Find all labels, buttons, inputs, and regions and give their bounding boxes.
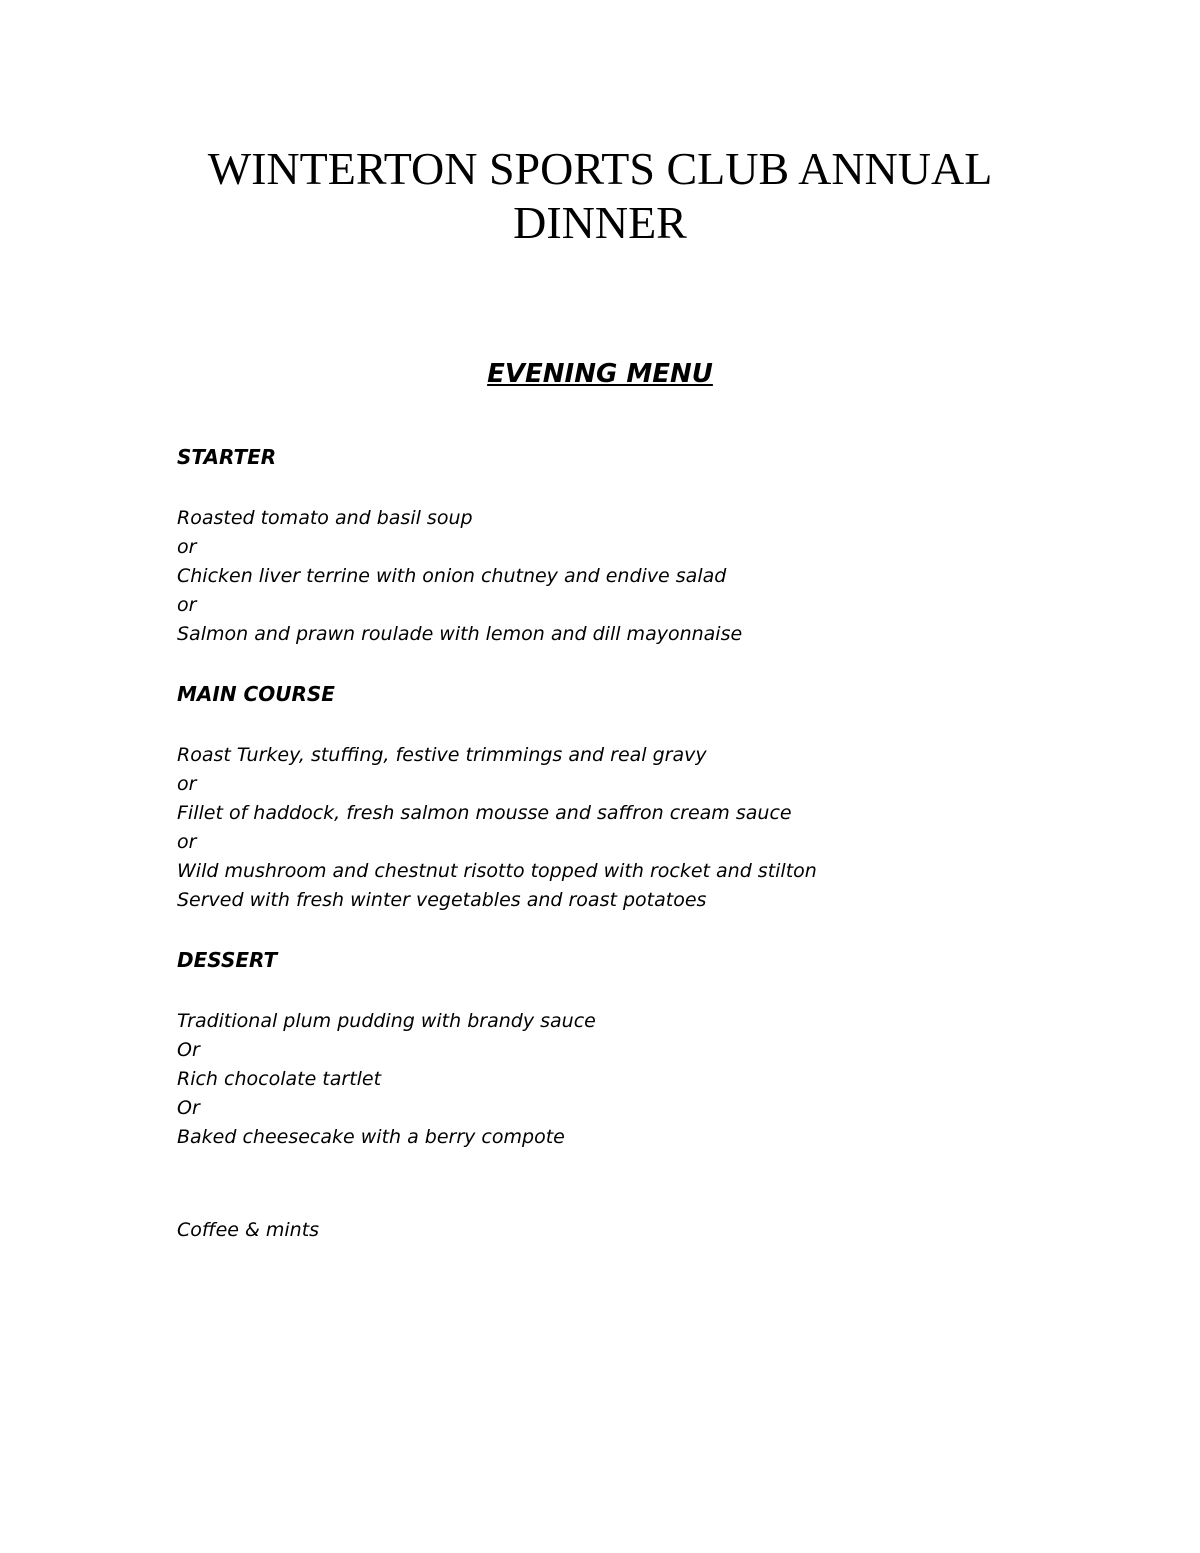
list-item: Roast Turkey, stuffing, festive trimmings and real gravy bbox=[177, 744, 707, 766]
list-item: Rich chocolate tartlet bbox=[177, 1068, 382, 1090]
dessert-list bbox=[177, 1007, 1077, 1152]
list-item: or bbox=[177, 536, 197, 558]
starter-heading: STARTER bbox=[177, 445, 277, 469]
list-item: or bbox=[177, 594, 197, 616]
list-item: Or bbox=[177, 1039, 200, 1061]
main-course-list bbox=[177, 741, 1077, 915]
list-item: Or bbox=[177, 1097, 200, 1119]
page-title bbox=[100, 142, 1100, 250]
list-item: Fillet of haddock, fresh salmon mousse and saffron cream sauce bbox=[177, 802, 792, 824]
menu-content bbox=[177, 440, 1077, 1180]
main-course-section bbox=[177, 677, 1077, 915]
list-item: or bbox=[177, 831, 197, 853]
starter-list bbox=[177, 504, 1077, 649]
dessert-section bbox=[177, 943, 1077, 1152]
title-line-1: WINTERTON SPORTS CLUB ANNUAL bbox=[207, 143, 993, 194]
closing-line: Coffee & mints bbox=[177, 1219, 320, 1241]
list-item: Chicken liver terrine with onion chutney and endive salad bbox=[177, 565, 727, 587]
list-item: Baked cheesecake with a berry compote bbox=[177, 1126, 565, 1148]
menu-heading: EVENING MENU bbox=[487, 359, 713, 389]
dessert-heading: DESSERT bbox=[177, 948, 278, 972]
list-item: Traditional plum pudding with brandy sauce bbox=[177, 1010, 596, 1032]
title-line-2: DINNER bbox=[513, 197, 687, 248]
main-course-heading: MAIN COURSE bbox=[177, 682, 335, 706]
list-item: or bbox=[177, 773, 197, 795]
list-item: Served with fresh winter vegetables and roast potatoes bbox=[177, 889, 707, 911]
list-item: Salmon and prawn roulade with lemon and dill mayonnaise bbox=[177, 623, 743, 645]
list-item: Wild mushroom and chestnut risotto topped with rocket and stilton bbox=[177, 860, 817, 882]
list-item: Roasted tomato and basil soup bbox=[177, 507, 473, 529]
starter-section bbox=[177, 440, 1077, 649]
